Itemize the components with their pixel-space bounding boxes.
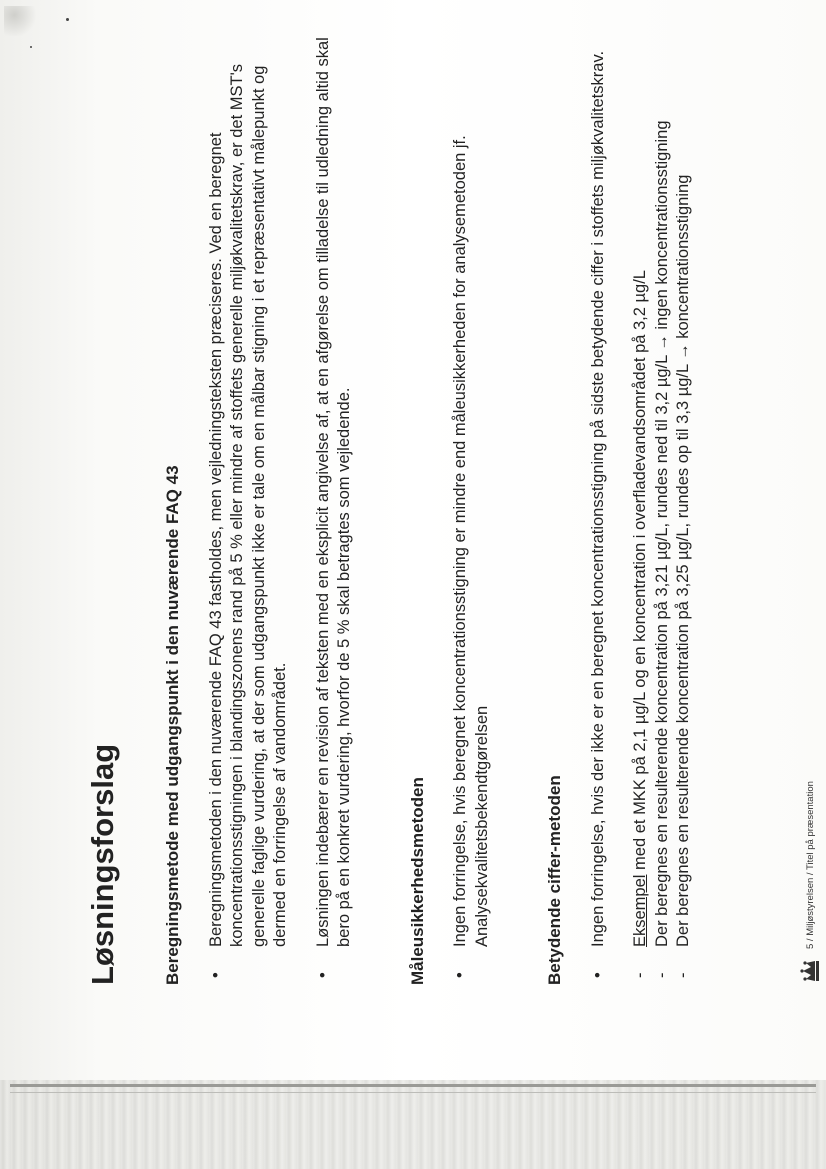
- scan-corner-smudge: [4, 6, 38, 36]
- section-heading-measurement-uncertainty: Måleusikkerhedsmetoden: [407, 777, 427, 985]
- example-round-up: [673, 25, 695, 985]
- dash-marker: -: [674, 972, 692, 978]
- bullet-faq43-revision: • Løsningen indebærer en revision af teksten med en eksplicit angivelse af, at en afgørelse om tilladelse til udledning altid skal bero på en konkret vurdering, hvorfor de 5 % skal betragtes som vejledende.: [313, 25, 356, 985]
- example-block: [630, 25, 695, 985]
- bullet-significant-digit: • Ingen forringelse, hvis der ikke er en beregnet koncentrationsstigning på sidste betydende ciffer i stoffets miljøkvalitetskrav.: [588, 25, 610, 985]
- bullet-faq43-method: • Beregningsmetoden i den nuværende FAQ 43 fastholdes, men vejledningsteksten præciseres. Ved en beregnet koncentrationsstigningen i blandingszonens rand på 5 % eller mindre af stoffets generelle miljøkvalitetskrav, er det MST's generelle faglige vurdering, at der som udgangspunkt ikke er tale om en målbar stigning i et repræsentativt målepunkt og dermed en forringelse af vandområdet.: [206, 25, 292, 985]
- slide-footer: [797, 781, 823, 985]
- footer-text: 5 / Miljøstyrelsen / Titel på præsentation: [804, 781, 816, 949]
- section-heading-significant-digit: Betydende ciffer-metoden: [545, 775, 564, 985]
- example-intro: [630, 25, 652, 985]
- rotated-slide: [50, 0, 826, 1050]
- example-round-up-text: Der beregnes en resulterende koncentration på 3,25 µg/L, rundes op til 3,3 µg/L → koncentrationsstigning: [674, 174, 692, 947]
- dash-marker: -: [631, 972, 649, 978]
- slide-content: [162, 25, 695, 985]
- crown-logo-icon: [797, 957, 823, 985]
- bullet-measurement-uncertainty: • Ingen forringelse, hvis beregnet koncentrationsstigning er mindre end måleusikkerheden for analysemetoden jf. Analysekvalitetsbekendtgørelsen: [450, 25, 493, 985]
- example-round-down: [652, 25, 674, 985]
- section-heading-faq43: Beregningsmetode med udgangspunkt i den nuværende FAQ 43: [163, 465, 182, 985]
- dash-marker: -: [652, 972, 671, 978]
- example-round-down-text: Der beregnes en resulterende koncentration på 3,21 µg/L, rundes ned til 3,2 µg/L → ingen koncentrationsstigning: [652, 120, 671, 947]
- scan-fold-line: [10, 1084, 816, 1087]
- slide-title: Løsningsforslag: [85, 743, 120, 985]
- scan-fold-line-secondary: [10, 1092, 816, 1093]
- scan-fold-strip: [0, 1080, 826, 1169]
- example-text: med et MKK på 2,1 µg/L og en koncentration i overfladevandsområdet på 3,2 µg/L: [631, 270, 649, 875]
- example-label: Eksempel: [631, 874, 649, 947]
- scan-speck: [30, 46, 32, 48]
